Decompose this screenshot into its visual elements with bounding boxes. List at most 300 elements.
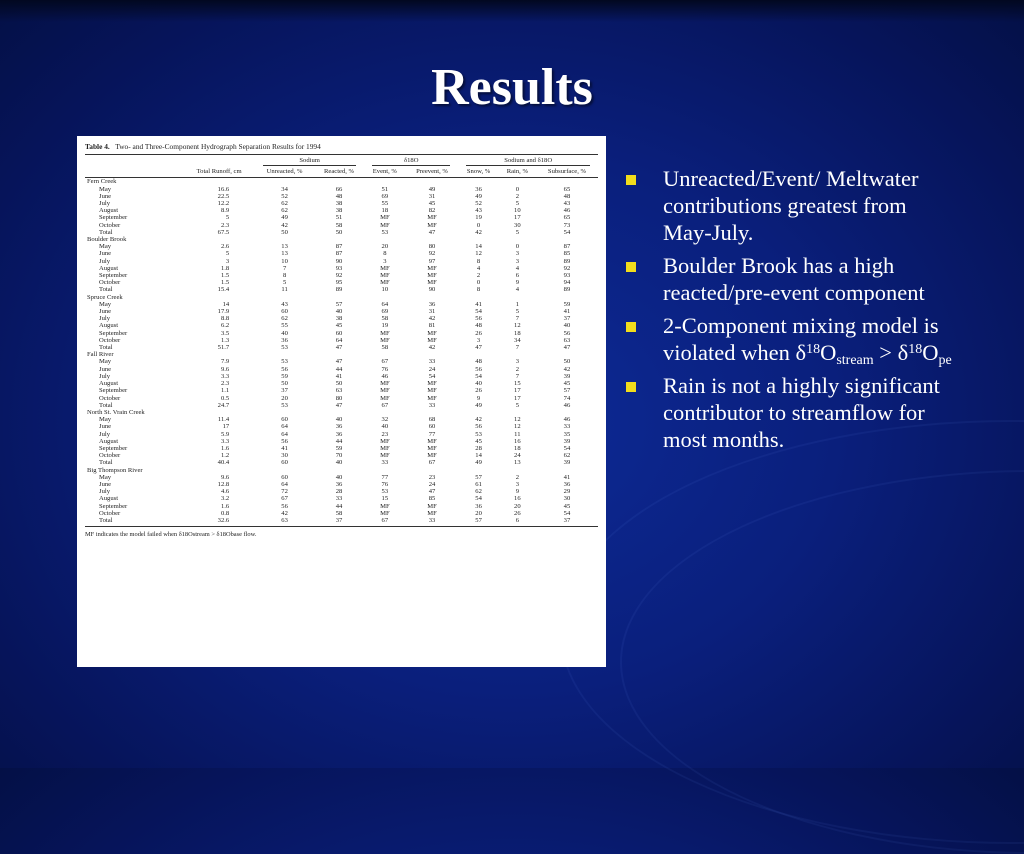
delta-symbol: δ (795, 340, 807, 365)
value-cell: 12 (514, 416, 521, 424)
value-cell: 18 (381, 207, 389, 215)
table-row (85, 495, 598, 502)
value-cell: 7 (282, 264, 287, 272)
value-cell: 58 (335, 509, 343, 517)
value-cell: 62 (281, 315, 288, 323)
table-row (85, 344, 598, 351)
table-row (85, 503, 598, 510)
value-cell: 41 (335, 372, 343, 380)
value-cell: 1 (515, 300, 519, 308)
value-cell: 2.3 (220, 221, 230, 229)
value-cell: 76 (381, 480, 389, 488)
value-cell: 54 (475, 372, 482, 380)
value-cell: 33 (428, 401, 436, 409)
value-cell: 63 (255, 517, 314, 527)
value-cell: 9.6 (220, 473, 230, 481)
value-cell: 36 (475, 502, 482, 510)
value-cell: 64 (281, 480, 288, 488)
site-row (85, 351, 598, 358)
value-cell: 41 (475, 300, 482, 308)
bullet-text-prefix: 2-Component mixing model is violated when (663, 313, 939, 365)
value-cell: 56 (281, 502, 288, 510)
value-cell: 2 (515, 473, 519, 481)
value-cell: 92 (563, 264, 571, 272)
value-cell: 42 (475, 228, 482, 236)
month-cell: August (99, 322, 119, 330)
table-row (85, 214, 598, 221)
value-cell: 40 (335, 416, 343, 424)
value-cell: MF (380, 279, 390, 287)
site-name: Fern Creek (87, 178, 117, 186)
value-cell: 57 (458, 517, 498, 527)
value-cell: 3 (515, 480, 519, 488)
value-cell: MF (427, 279, 437, 287)
value-cell: 45 (563, 380, 571, 388)
value-cell: 90 (335, 257, 343, 265)
value-cell: 50 (281, 228, 288, 236)
value-cell: 55 (281, 322, 288, 330)
site-name: Spruce Creek (87, 293, 123, 301)
value-cell: 37 (536, 517, 598, 527)
value-cell: 7 (515, 372, 519, 380)
bullet-item (624, 165, 954, 246)
value-cell: 58 (381, 315, 389, 323)
column-header: Snow, % (458, 166, 498, 178)
value-cell: 42 (281, 221, 288, 229)
value-cell: MF (380, 387, 390, 395)
value-cell: 10 (514, 207, 521, 215)
value-cell: 17.9 (217, 308, 230, 316)
month-cell: May (99, 243, 112, 251)
value-cell: 8.9 (220, 207, 230, 215)
value-cell: 56 (281, 437, 288, 445)
month-cell: September (99, 272, 128, 280)
value-cell: 39 (563, 372, 571, 380)
month-cell: May (99, 416, 112, 424)
value-cell: 4 (515, 264, 519, 272)
value-cell: 54 (563, 228, 571, 236)
stream-subscript: stream (836, 353, 874, 368)
value-cell: MF (427, 380, 437, 388)
value-cell: 41 (563, 473, 571, 481)
value-cell: 41 (281, 444, 288, 452)
table-row (85, 438, 598, 445)
value-cell: 16.6 (217, 185, 230, 193)
value-cell: 5 (515, 228, 519, 236)
bullet-item (624, 312, 954, 366)
value-cell: 43 (563, 200, 571, 208)
value-cell: 42 (563, 365, 571, 373)
month-cell: May (99, 358, 112, 366)
value-cell: 18 (514, 329, 521, 337)
delta-symbol: δ (897, 340, 909, 365)
value-cell: 6.2 (220, 322, 230, 330)
value-cell: 20 (381, 243, 389, 251)
value-cell: 60 (428, 423, 436, 431)
value-cell: 38 (335, 200, 343, 208)
value-cell: 0 (476, 279, 481, 287)
value-cell: 20 (281, 394, 288, 402)
site-row (85, 236, 598, 243)
group-header-label: δ18O (372, 157, 450, 166)
value-cell: 2 (515, 192, 519, 200)
blank-header-cell (183, 155, 255, 167)
value-cell: 3 (383, 257, 387, 265)
value-cell: 37 (281, 387, 288, 395)
table-row (85, 488, 598, 495)
value-cell: 45 (335, 322, 343, 330)
value-cell: 22.5 (217, 192, 230, 200)
oxygen-symbol: O (820, 340, 837, 365)
value-cell: 45 (475, 437, 482, 445)
value-cell: 30 (563, 495, 571, 503)
site-name: Fall River (87, 351, 114, 359)
table-caption-label: Table 4. (85, 142, 110, 151)
table-row (85, 337, 598, 344)
group-header-label: Sodium (263, 157, 356, 166)
value-cell: MF (427, 214, 437, 222)
value-cell: 66 (335, 185, 343, 193)
value-cell: 9 (515, 488, 519, 496)
value-cell: 60 (335, 329, 343, 337)
value-cell: 36 (563, 480, 571, 488)
site-row (85, 409, 598, 416)
value-cell: 7 (515, 344, 519, 352)
table-column-header-row (85, 166, 598, 178)
value-cell: 32.6 (183, 517, 255, 527)
value-cell: 15 (514, 380, 521, 388)
table-row (85, 186, 598, 193)
value-cell: MF (380, 221, 390, 229)
group-header (255, 155, 364, 167)
value-cell: 58 (335, 221, 343, 229)
table-row (85, 229, 598, 236)
value-cell: 31 (428, 192, 436, 200)
value-cell: 42 (475, 416, 482, 424)
value-cell: 51 (381, 185, 389, 193)
value-cell: 63 (563, 336, 571, 344)
bullet-text (663, 313, 952, 368)
table-row (85, 265, 598, 272)
value-cell: 32 (381, 416, 389, 424)
value-cell: 16 (514, 495, 521, 503)
value-cell: 62 (563, 452, 571, 460)
month-cell: July (99, 200, 110, 208)
bullet-text: Boulder Brook has a high reacted/pre-event component (663, 253, 925, 305)
value-cell: 47 (428, 228, 436, 236)
square-bullet-icon (626, 382, 636, 392)
value-cell: 40 (563, 322, 571, 330)
value-cell: MF (380, 509, 390, 517)
month-cell: Total (99, 228, 113, 236)
month-cell: September (99, 387, 128, 395)
value-cell: 48 (475, 322, 482, 330)
value-cell: 87 (563, 243, 571, 251)
value-cell: 42 (281, 509, 288, 517)
value-cell: 64 (281, 430, 288, 438)
value-cell: 47 (428, 488, 436, 496)
value-cell: 8 (476, 257, 481, 265)
value-cell: 0.5 (220, 394, 230, 402)
site-name: Boulder Brook (87, 236, 127, 244)
value-cell: 85 (428, 495, 436, 503)
value-cell: 52 (475, 200, 482, 208)
value-cell: MF (380, 444, 390, 452)
month-cell: July (99, 372, 110, 380)
value-cell: 19 (381, 322, 389, 330)
value-cell: 34 (281, 185, 288, 193)
value-cell: 67.5 (217, 228, 230, 236)
table-caption-text: Two- and Three-Component Hydrograph Separation Results for 1994 (115, 142, 321, 151)
value-cell: 39 (563, 437, 571, 445)
value-cell: 2.3 (220, 380, 230, 388)
month-cell: June (99, 250, 112, 258)
value-cell: 13 (514, 459, 521, 467)
blank-header-cell (85, 155, 183, 167)
value-cell: 15 (381, 495, 389, 503)
value-cell: MF (427, 336, 437, 344)
month-cell: May (99, 185, 112, 193)
value-cell: 37 (314, 517, 364, 527)
value-cell: 56 (475, 423, 482, 431)
value-cell: MF (380, 272, 390, 280)
value-cell: MF (427, 387, 437, 395)
value-cell: 4 (515, 286, 519, 294)
value-cell: 95 (335, 279, 343, 287)
value-cell: 49 (281, 214, 288, 222)
value-cell: MF (380, 437, 390, 445)
value-cell: 10 (381, 286, 389, 294)
value-cell: 8 (282, 272, 287, 280)
value-cell: 4.6 (220, 488, 230, 496)
value-cell: 53 (381, 488, 389, 496)
table-row (85, 250, 598, 257)
value-cell: 12.8 (217, 480, 230, 488)
month-cell: August (99, 207, 119, 215)
greater-than: > (873, 340, 898, 365)
value-cell: 1.1 (220, 387, 230, 395)
value-cell: 59 (281, 372, 288, 380)
value-cell: 17 (514, 394, 521, 402)
value-cell: 97 (428, 257, 436, 265)
value-cell: 5 (515, 200, 519, 208)
value-cell: 26 (514, 509, 521, 517)
value-cell: 53 (381, 228, 389, 236)
value-cell: 36 (335, 430, 343, 438)
value-cell: 92 (335, 272, 343, 280)
value-cell: MF (427, 264, 437, 272)
value-cell: 41 (563, 308, 571, 316)
value-cell: 9.6 (220, 365, 230, 373)
isotope-superscript: 18 (806, 342, 821, 357)
table-row (85, 474, 598, 481)
value-cell: 1.2 (220, 452, 230, 460)
value-cell: 58 (381, 344, 389, 352)
month-cell: July (99, 488, 110, 496)
table-row (85, 193, 598, 200)
value-cell: 49 (475, 401, 482, 409)
table-row (85, 423, 598, 430)
value-cell: 63 (335, 387, 343, 395)
value-cell: 55 (381, 200, 389, 208)
month-cell: Total (99, 459, 113, 467)
value-cell: 30 (514, 221, 521, 229)
value-cell: 69 (381, 308, 389, 316)
value-cell: 60 (281, 416, 288, 424)
value-cell: 40 (475, 380, 482, 388)
value-cell: 40 (381, 423, 389, 431)
value-cell: 13 (281, 243, 288, 251)
value-cell: 62 (281, 200, 288, 208)
value-cell: 0 (476, 221, 481, 229)
value-cell: 52 (281, 192, 288, 200)
value-cell: 23 (428, 473, 436, 481)
value-cell: 30 (281, 452, 288, 460)
month-cell: June (99, 365, 112, 373)
value-cell: 5 (515, 401, 519, 409)
value-cell: 36 (475, 185, 482, 193)
value-cell: 24 (428, 480, 436, 488)
month-cell: May (99, 300, 112, 308)
column-header: Subsurface, % (536, 166, 598, 178)
value-cell: 69 (381, 192, 389, 200)
table-row (85, 207, 598, 214)
month-cell: October (99, 394, 121, 402)
value-cell: 90 (428, 286, 436, 294)
value-cell: 43 (475, 207, 482, 215)
table-row (85, 510, 598, 517)
value-cell: 12 (475, 250, 482, 258)
value-cell: MF (427, 329, 437, 337)
table-row (85, 387, 598, 394)
value-cell: 46 (381, 372, 389, 380)
value-cell: 20 (514, 502, 521, 510)
month-cell: August (99, 437, 119, 445)
value-cell: 17 (222, 423, 230, 431)
value-cell: 44 (335, 437, 343, 445)
value-cell: 28 (335, 488, 343, 496)
value-cell: 67 (381, 401, 389, 409)
site-name: North St. Vrain Creek (87, 408, 145, 416)
slide-title: Results (431, 59, 593, 116)
value-cell: 54 (428, 372, 436, 380)
value-cell: 3 (476, 336, 481, 344)
table-row (85, 416, 598, 423)
value-cell: 47 (335, 344, 343, 352)
value-cell: 36 (281, 336, 288, 344)
value-cell: 42 (428, 315, 436, 323)
value-cell: 9 (476, 394, 481, 402)
value-cell: 36 (335, 480, 343, 488)
value-cell: 64 (381, 300, 389, 308)
value-cell: 11 (514, 430, 521, 438)
value-cell: 49 (475, 192, 482, 200)
value-cell: 89 (563, 257, 571, 265)
month-cell: September (99, 502, 128, 510)
value-cell: 40 (335, 459, 343, 467)
value-cell: 44 (335, 502, 343, 510)
value-cell: 5 (282, 279, 287, 287)
table-row (85, 431, 598, 438)
column-header: Unreacted, % (255, 166, 314, 178)
value-cell: 50 (563, 358, 571, 366)
site-row (85, 178, 598, 186)
value-cell: 17 (514, 214, 521, 222)
column-header: Total Runoff, cm (183, 166, 255, 178)
isotope-superscript: 18 (908, 342, 923, 357)
value-cell: 40.4 (217, 459, 230, 467)
value-cell: 92 (428, 250, 436, 258)
value-cell: MF (427, 502, 437, 510)
month-cell: June (99, 423, 112, 431)
table-row (85, 380, 598, 387)
value-cell: 76 (381, 365, 389, 373)
value-cell: 40 (335, 473, 343, 481)
value-cell: 1.3 (220, 336, 230, 344)
value-cell: 12 (514, 423, 521, 431)
square-bullet-icon (626, 322, 636, 332)
month-cell: Total (99, 286, 113, 294)
bullet-text: Unreacted/Event/ Meltwater contributions greatest from May-July. (663, 166, 919, 245)
month-cell: July (99, 257, 110, 265)
value-cell: 7.9 (220, 358, 230, 366)
month-cell: July (99, 315, 110, 323)
value-cell: 67 (428, 459, 436, 467)
table-caption (85, 142, 598, 151)
table-row (85, 330, 598, 337)
month-cell: August (99, 380, 119, 388)
value-cell: 43 (281, 300, 288, 308)
value-cell: 40 (281, 329, 288, 337)
value-cell: MF (380, 329, 390, 337)
pe-subscript: pe (938, 353, 952, 368)
value-cell: 1.5 (220, 272, 230, 280)
month-cell: June (99, 480, 112, 488)
value-cell: 48 (335, 192, 343, 200)
month-cell: October (99, 221, 121, 229)
column-header: Event, % (364, 166, 406, 178)
value-cell: 80 (335, 394, 343, 402)
month-cell: October (99, 452, 121, 460)
value-cell: MF (380, 336, 390, 344)
value-cell: MF (427, 452, 437, 460)
value-cell: 33 (335, 495, 343, 503)
value-cell: 53 (281, 401, 288, 409)
value-cell: 46 (563, 416, 571, 424)
value-cell: 14 (222, 300, 230, 308)
value-cell: 3.2 (220, 495, 230, 503)
value-cell: 31 (428, 308, 436, 316)
value-cell: 1.6 (220, 502, 230, 510)
value-cell: 60 (281, 308, 288, 316)
table-row (85, 517, 598, 527)
value-cell: 93 (563, 272, 571, 280)
month-cell: July (99, 430, 110, 438)
month-cell: June (99, 192, 112, 200)
value-cell: 9 (515, 279, 519, 287)
value-cell: 1.8 (220, 264, 230, 272)
value-cell: 23 (381, 430, 389, 438)
table-row (85, 366, 598, 373)
hydrograph-table (85, 154, 598, 527)
value-cell: 44 (335, 365, 343, 373)
value-cell: MF (380, 502, 390, 510)
value-cell: 53 (281, 358, 288, 366)
value-cell: 3 (515, 358, 519, 366)
top-band (0, 0, 1024, 22)
value-cell: 20 (475, 509, 482, 517)
value-cell: 12 (514, 322, 521, 330)
